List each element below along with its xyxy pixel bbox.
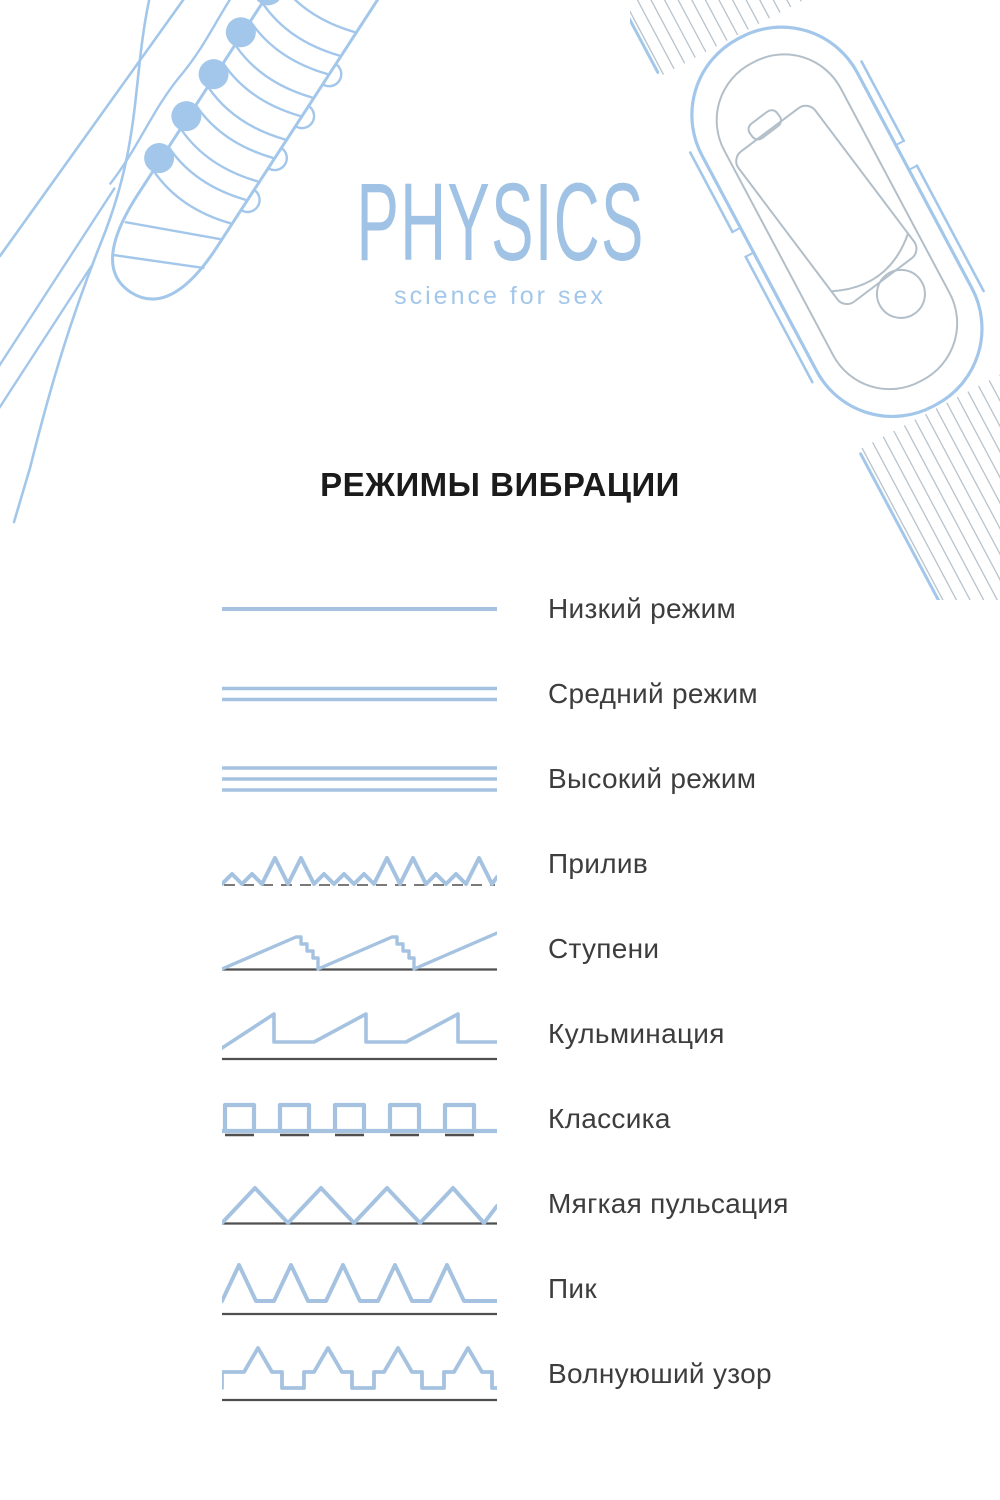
mode-label: Кульминация (548, 1017, 725, 1049)
mode-row (222, 1161, 789, 1246)
mode-label: Мягкая пульсация (548, 1187, 789, 1219)
waveform-steps-icon (222, 917, 497, 981)
waveform-tide-icon (222, 832, 497, 896)
waveform-peak-icon (222, 1257, 497, 1321)
waveform-single-line-icon (222, 577, 497, 641)
mode-label: Прилив (548, 847, 648, 879)
mode-row (222, 906, 789, 991)
waveform-triple-line-icon (222, 747, 497, 811)
mode-label: Волнуюший узор (548, 1357, 772, 1389)
waveform-double-line-icon (222, 662, 497, 726)
mode-row (222, 991, 789, 1076)
mode-row (222, 566, 789, 651)
brand-name: PHYSICS (355, 161, 645, 284)
waveform-castle-icon (222, 1342, 497, 1406)
mode-label: Пик (548, 1272, 597, 1304)
page-title: РЕЖИМЫ ВИБРАЦИИ (320, 466, 680, 503)
mode-label: Средний режим (548, 677, 758, 709)
mode-row (222, 736, 789, 821)
waveform-sawtooth-icon (222, 1002, 497, 1066)
waveform-square-icon (222, 1087, 497, 1151)
modes-list (222, 566, 789, 1416)
mode-row (222, 1331, 789, 1416)
mode-label: Высокий режим (548, 762, 757, 794)
mode-label: Ступени (548, 932, 660, 964)
brand-tagline: science for sex (394, 282, 606, 310)
mode-label: Классика (548, 1102, 671, 1134)
mode-row (222, 1246, 789, 1331)
mode-row (222, 821, 789, 906)
mode-label: Низкий режим (548, 592, 737, 624)
mode-row (222, 651, 789, 736)
brand-logo (0, 161, 1000, 311)
waveform-soft-pulse-icon (222, 1172, 497, 1236)
mode-row (222, 1076, 789, 1161)
